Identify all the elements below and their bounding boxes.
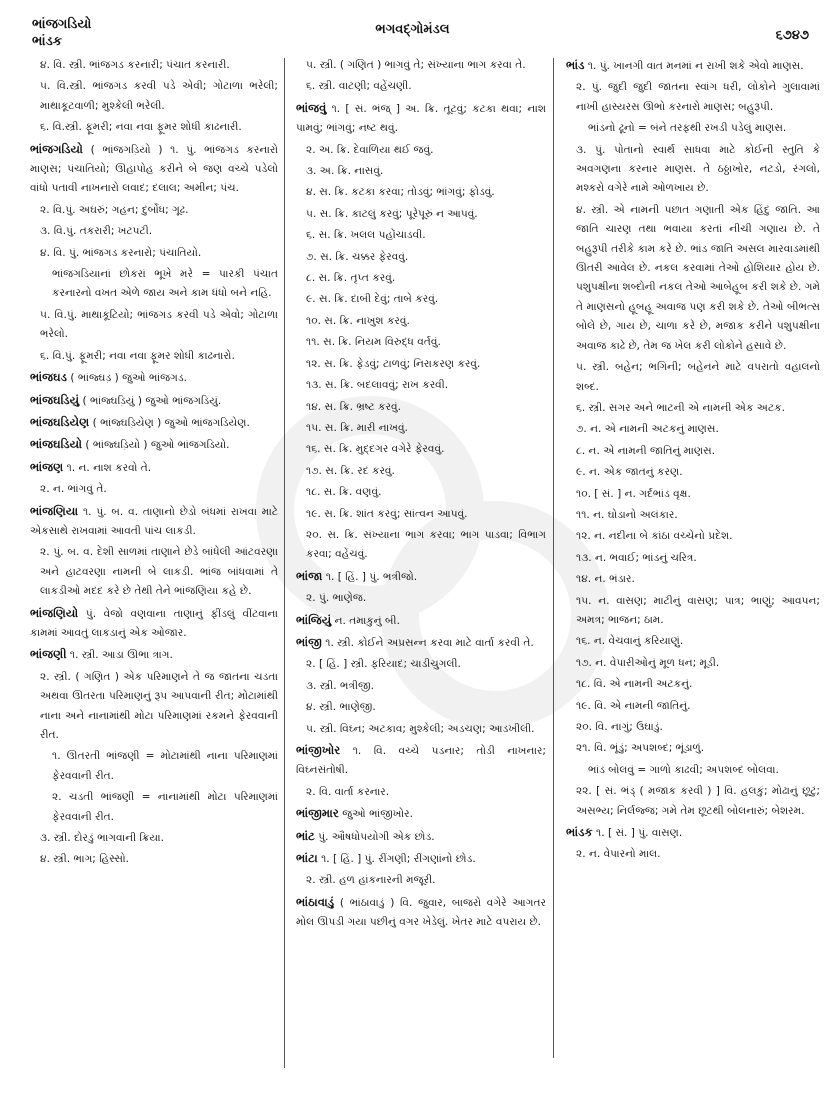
sense-definition: ૧૬. સ. ક્રિ. મુદ્દગર વગેરે ફેરવવું. (306, 443, 445, 456)
sense-definition: ૧૧. સ. ક્રિ. નિયમ વિરુદ્ધ વર્તવું. (306, 336, 441, 349)
sense-definition: ૨. પું. ભાણેજ. (306, 592, 367, 605)
sense-definition: ૫. સ્ત્રી. વિઘ્ન; અટકાવ; મુશ્કેલી; અડચણ; આડખીલી. (306, 722, 535, 735)
dictionary-column-2 (296, 56, 546, 1090)
dictionary-entry (30, 502, 278, 542)
dictionary-entry (296, 611, 546, 631)
sense-definition: ૪. સ. ક્રિ. કટકા કરવા; તોડવું; ભાંગવું; ફોડવું. (306, 186, 495, 199)
headword: ભાંજવું (296, 100, 327, 115)
usage-example: ૨. ચડતી ભાંજણી = નાનામાંથી મોટા પરિમાણમાં ફેરવવાની રીત. (52, 791, 278, 823)
sense-definition: ૪. સ્ત્રી. ભાગ; હિસ્સો. (40, 853, 130, 866)
sense-definition: ૨૨. [ સં. ભંડ્ ( મજાક કરવી ) ] વિ. હલકું; મોઢાનું છૂટું; અસભ્ય; નિર્લજ્જ; ગમે તેમ છૂટથી બોલનારું; બેશરમ. (576, 785, 820, 817)
dictionary-entry (296, 741, 546, 781)
dictionary-entry (296, 567, 546, 587)
sense-definition: ૯. ન. એક જાતનું કરણ. (576, 466, 683, 479)
dictionary-entry (296, 893, 546, 933)
dictionary-entry (566, 823, 820, 843)
sense-definition: ૨. પું. જુદી જુદી જાતના સ્વાંગ ધરી, લોકોને ગુલાવામાં નાખી હાસ્યરસ ઊભો કરનારો માણસ; બહુરૂપી. (576, 81, 820, 113)
definition: ૧. પું. બ. વ. તાણાનો છેડો બંધમાં રાખવા માટે એકસાથે રાખવામાં આવતી પાંચ લાકડી. (30, 505, 278, 537)
headword: ભાંજઘડિયો (30, 437, 83, 452)
headword: ભાંજીમાર (296, 806, 339, 821)
dictionary-entry (296, 99, 546, 139)
headword: ભાંઠાવાડું (296, 894, 335, 909)
definition: ૧. [ સં. ભંજ્ ] અ. ક્રિ. તૂટવું; કટકા થવા; નાશ પામવું; ભાંગવું; નષ્ટ થવું. (296, 102, 546, 135)
definition: ( ભાંજ્ઘડ઼િયું ) જુઓ ભાંજગડિયું. (82, 394, 222, 407)
headword: ભાંજગડિયો (30, 141, 83, 156)
guide-word-last: ભાંડક (32, 34, 62, 49)
dictionary-entry (296, 804, 546, 824)
dictionary-entry (30, 391, 278, 411)
definition: ( ભાંજ્ઘડ઼િયેણ ) જુઓ ભાંજગડિયેણ. (92, 416, 250, 429)
sense-definition: ૧૧. ન. ઘોડાનો અલંકાર. (576, 508, 678, 521)
sense-definition: ૧૪. ન. ભંડાર. (576, 573, 635, 586)
dictionary-entry (30, 140, 278, 199)
sense-definition: ૪. સ્ત્રી. ભાણેજી. (306, 701, 376, 714)
sense-definition: ૨૦. વિ. નાગું; ઉઘાડું. (576, 721, 663, 733)
dictionary-entry (566, 56, 820, 76)
sense-definition: ૧૮. વિ. એ નામની અટકનું. (576, 678, 693, 691)
definition: ૧. પું. ખાનગી વાત મનમાં ન રાખી શકે એવો માણસ. (587, 60, 804, 72)
usage-example: ૧. ઊતરતી ભાંજણી = મોટામાંથી નાના પરિમાણમાં ફેરવવાની રીત. (52, 750, 278, 782)
headword: ભાંજણ (30, 459, 64, 474)
sense-definition: ૧૨. સ. ક્રિ. ફેડવું; ટાળવું; નિરાકરણ કરવું. (306, 357, 481, 370)
sense-definition: ૩. અ. ક્રિ. નાસવું. (306, 165, 384, 178)
sense-definition: ૬. વિ.પું. ફૂમરી; નવા નવા ફૂમર શોધી કાઢનારો. (40, 349, 235, 362)
sense-definition: ૧૫. સ. ક્રિ. મારી નાખવું. (306, 421, 408, 434)
headword: ભાંડક (566, 825, 593, 840)
headword: ભાંટા (296, 851, 318, 866)
sense-definition: ૨. પું. બ. વ. દેશી સાળમાં તાણાને છેડે બાંધેલી આંટવરણા અને હાટવરણા નામની બે લાકડી. ભાંજ બાંધવામાં તે લાકડીઓ મદદ કરે છે તેથી તેને ભાંજણિયા કહે છે. (40, 546, 278, 598)
sense-definition: ૨. ન. વેપારનો માલ. (576, 848, 661, 861)
definition: ( ભાંજ્ઘડ઼ ) જુઓ ભાંજગડ. (70, 372, 188, 385)
sense-definition: ૨. અ. ક્રિ. દેવાળિયા થઈ જવું. (306, 143, 434, 156)
dictionary-entry (296, 849, 546, 869)
dictionary-column-1 (30, 56, 278, 1090)
sense-definition: ૬. સ. ક્રિ. ખલલ પહોંચાડવી. (306, 229, 426, 242)
definition: ન. તમાકુનું બી. (334, 614, 400, 627)
headword: ભાંજણિયો (30, 605, 79, 620)
sense-definition: ૨. વિ.પું. અઘરું; ગહન; દુર્બોધ; ગૂઢ. (40, 203, 189, 216)
sense-definition: ૧૪. સ. ક્રિ. ભ્રષ્ટ કરવું. (306, 400, 401, 413)
definition: ૧. [ હિં. ] પું. ભત્રીજો. (325, 570, 418, 583)
usage-example: ભાંડનો ઢૂનો = બંને તરફથી રખડી પડેલું માણસ. (588, 122, 787, 135)
sense-definition: ૮. ન. એ નામની જાતિનું માણસ. (576, 444, 716, 457)
sense-definition: ૧૨. ન. નદીના બે કાંઠા વચ્ચેનો પ્રદેશ. (576, 530, 733, 543)
headword: ભાંજા (296, 568, 323, 583)
usage-example: ભાંજગડિયાનાં છોકરાં ભૂખે મરે = પારકી પંચાત કરનારનો વખત એળે જાય અને કામ ધંધો બને નહિ. (52, 268, 278, 300)
sense-definition: ૫. સ. ક્રિ. કાટલું કરવું; પૂરેપૂરું ન આપવું. (306, 207, 478, 220)
headword: ભાંજઘડ (30, 370, 68, 385)
definition: ૧. [ હિં. ] પું. રીંગણી; રીંગણાંનો છોડ. (321, 853, 476, 866)
sense-definition: ૧૫. ન. વાસણ; માટીનું વાસણ; પાત્ર; ભાણું; આવપન; અમત્ર; ભાજન; ઠામ. (576, 594, 820, 626)
headword: ભાંજઘડિયું (30, 392, 80, 407)
sense-definition: ૧૬. ન. વેચવાનું કરિયાણું. (576, 635, 684, 648)
headword: ભાંડ (566, 58, 585, 72)
definition: ( ભાંજ્ઘડ઼િયો ) જુઓ ભાંજગડિયો. (85, 439, 230, 452)
dictionary-entry (30, 645, 278, 665)
page-number: ૬૭૪૭ (775, 28, 809, 43)
sense-definition: ૧૭. ન. વેપારીઓનું મૂળ ધન; મૂડી. (576, 656, 720, 669)
headword: ભાંજીખોર (296, 743, 341, 757)
dictionary-entry (30, 435, 278, 455)
sense-definition: ૨. ન. ભાંગવું તે. (40, 483, 107, 496)
sense-definition: ૧૯. સ. ક્રિ. શાંત કરવું; સાંત્વન આપવું. (306, 507, 468, 520)
definition: ૧. સ્ત્રી. કોઈને અપ્રસન્ન કરવા માટે વાર્તા કરવી તે. (325, 636, 534, 649)
definition: પું. ઔષધોપયોગી એક છોડ. (318, 830, 435, 843)
headword: ભાંજી (296, 634, 322, 649)
definition: ૧. વિ. વચ્ચે પડનાર; તોડી નાખનાર; વિઘ્નસંતોષી. (296, 745, 547, 777)
dictionary-entry (30, 458, 278, 478)
sense-definition: ૭. ન. એ નામની અટકનું માણસ. (576, 423, 719, 436)
page-header (0, 8, 825, 54)
column-divider (553, 58, 554, 1058)
sense-definition: ૧૮. સ. ક્રિ. વણવું. (306, 486, 382, 499)
sense-definition: ૧૦. સ. ક્રિ. નાખુશ કરવું. (306, 314, 410, 327)
sense-definition: ૬. સ્ત્રી. સગર અને ભાટની એ નામની એક અટક. (576, 401, 785, 414)
sense-definition: ૨. વિ. વાર્તા કરનાર. (306, 785, 390, 798)
usage-example: ભાંડ બોલવું = ગાળો કાઢવી; અપશબ્દ બોલવા. (588, 763, 779, 776)
sense-definition: ૨. સ્ત્રી. ( ગણિત ) એક પરિમાણને તે જ જાતના ચડતા અથવા ઊતરતા પરિમાણનું રૂપ આપવાની રીત; મોટામાંથી નાના અને નાનામાંથી મોટા પરિમાણમાં રકમને ફેરવવાની રીત. (40, 670, 278, 741)
dictionary-entry (296, 827, 546, 847)
sense-definition: ૫. વિ.સ્ત્રી. ભાંજગડ કરવી પડે એવી; ગોટાળા ભરેલી; માથાકૂટવાળી; મુશ્કેલી ભરેલી. (40, 80, 278, 112)
definition: ૧. ન. નાશ કરવો તે. (66, 461, 152, 474)
sense-definition: ૨. સ્ત્રી. હળ હાંકનારની મજૂરી. (306, 874, 436, 887)
column-divider (284, 58, 285, 1068)
headword: ભાંજણિયા (30, 503, 79, 518)
dictionary-entry (30, 368, 278, 388)
headword: ભાંજણી (30, 647, 67, 662)
book-title: ભગવદ્ગોમંડલ (375, 22, 450, 37)
definition: ૧. [ સં. ] પું. વાસણ. (596, 827, 683, 840)
sense-definition: ૩. સ્ત્રી. ભત્રીજી. (306, 679, 374, 692)
sense-definition: ૯. સ. ક્રિ. દાબી દેવું; તાબે કરવું. (306, 293, 439, 306)
sense-definition: ૪. વિ. પું. ભાંજગડ કરનારો; પંચાતિયો. (40, 246, 202, 259)
headword: ભાંજિયું (296, 612, 332, 627)
headword: ભાંજઘડિયેણ (30, 414, 90, 429)
sense-definition: ૧૦. [ સં. ] ન. ગર્દભાંડ વૃક્ષ. (576, 487, 691, 500)
sense-definition: ૨૦. સ. ક્રિ. સંખ્યાના ભાગ કરવા; ભાગ પાડવા; વિભાગ કરવા; વહેંચવું. (306, 528, 546, 561)
dictionary-entry (30, 604, 278, 644)
sense-definition: ૫. વિ.પું. માથાકૂટિયો; ભાંજગડ કરવી પડે એવો; ગોટાળા ભરેલો. (40, 308, 278, 341)
sense-definition: ૪. વિ. સ્ત્રી. ભાંજગડ કરનારી; પંચાત કરનારી. (40, 59, 230, 71)
dictionary-entry (296, 633, 546, 653)
sense-definition: ૨૧. વિ. ભૂંડું; અપશબ્દ; ભૂંડાળું. (576, 742, 705, 755)
headword: ભાંટ (296, 828, 315, 843)
definition: ૧. સ્ત્રી. આડા ઊભા ત્રાગ. (69, 649, 173, 662)
sense-definition: ૪. સ્ત્રી. એ નામની પછાત ગણાતી એક હિંદુ જાતિ. આ જાતિ ચારણ તથા ભવાયા કરતાં નીચી ગણાય છે. તે બહુરૂપી તરીકે કામ કરે છે. ભાંડ જાતિ અસલ મારવાડમાંથી ઊતરી આવેલ છે. નકલ કરવામાં તેઓ હોશિયાર હોય છે. પશુપક્ષીના શબ્દોની નકલ તેઓ આબેહૂબ કરી શકે છે. ગમે તે માણસનો હૂબહૂ અવાજ પણ કરી શકે છે. તેઓ બીભત્સ બોલે છે, ગાય છે, ચાળા કરે છે, મજાક કરીને પશુપક્ષીના અવાજ કાઢે છે, તેમ જ ખેલ કરી લોકોને હસાવે છે. (576, 203, 820, 352)
definition: ( ભાંઠાવાડું ) વિ. જુવાર, બાજરો વગેરે આગતર મોલ ઊપડી ગયા પછીનું વગર ખેડેલું. ખેતર માટે વપરાય છે. (296, 896, 546, 929)
sense-definition: ૬. સ્ત્રી. વાટણી; વહેંચણી. (306, 80, 412, 93)
sense-definition: ૩. વિ.પું. તકરારી; ખટપટી. (40, 225, 153, 238)
definition: ( ભાંજગડ઼િયો ) ૧. પું. ભાંજગડ કરનારો માણસ; પંચાતિયો; ઊહાપોહ કરીને બે જણ વચ્ચે પડેલો વાંધો પતાવી નાખનારો લવાદ; દલાલ; અમીન; પંચ. (30, 143, 279, 195)
sense-definition: ૧૯. વિ. એ નામની જાતિનું. (576, 699, 691, 712)
sense-definition: ૫. સ્ત્રી. બહેન; ભગિની; બહેનને માટે વપરાતો વહાલનો શબ્દ. (576, 361, 820, 393)
sense-definition: ૭. સ. ક્રિ. ચક્કર ફેરવવું. (306, 250, 409, 263)
sense-definition: ૫. સ્ત્રી. ( ગણિત ) ભાગવું તે; સંખ્યાના ભાગ કરવા તે. (306, 59, 526, 71)
sense-definition: ૧૩. ન. ભવાઈ; ભાંડનું ચરિત્ર. (576, 551, 697, 564)
sense-definition: ૩. પું. પોતાનો સ્વાર્થ સાધવા માટે કોઈની સ્તુતિ કે અવગણના કરનાર માણસ. તે ઠઠ્ઠાખોર, નટડો, રંગલો, મશ્કરો વગેરે નામે ઓળખાય છે. (576, 143, 820, 195)
sense-definition: ૧૩. સ. ક્રિ. બદલાવવું; રાખ કરવી. (306, 379, 449, 392)
sense-definition: ૧૭. સ. ક્રિ. રદ કરવું. (306, 464, 395, 477)
definition: પું. વેજો વણવાના તાણાનું ફીંડલું વીંટવાના કામમાં આવતું લાકડાનું એક ઓજાર. (30, 607, 278, 639)
sense-definition: ૨. [ હિં. ] સ્ત્રી. ફરિયાદ; ચાડીચુગલી. (306, 658, 461, 671)
guide-word-first: ભાંજગડિયો (32, 17, 92, 32)
definition: જુઓ ભાંજીખોર. (342, 808, 413, 821)
sense-definition: ૬. વિ.સ્ત્રી. ફૂમરી; નવા નવા ફૂમર શોધી કાઢનારી. (40, 121, 242, 134)
sense-definition: ૮. સ. ક્રિ. તૃપ્ત કરવું. (306, 272, 396, 285)
dictionary-entry (30, 413, 278, 433)
dictionary-column-3 (566, 56, 820, 1090)
sense-definition: ૩. સ્ત્રી. દોરડું ભાગવાની ક્રિયા. (40, 832, 165, 845)
